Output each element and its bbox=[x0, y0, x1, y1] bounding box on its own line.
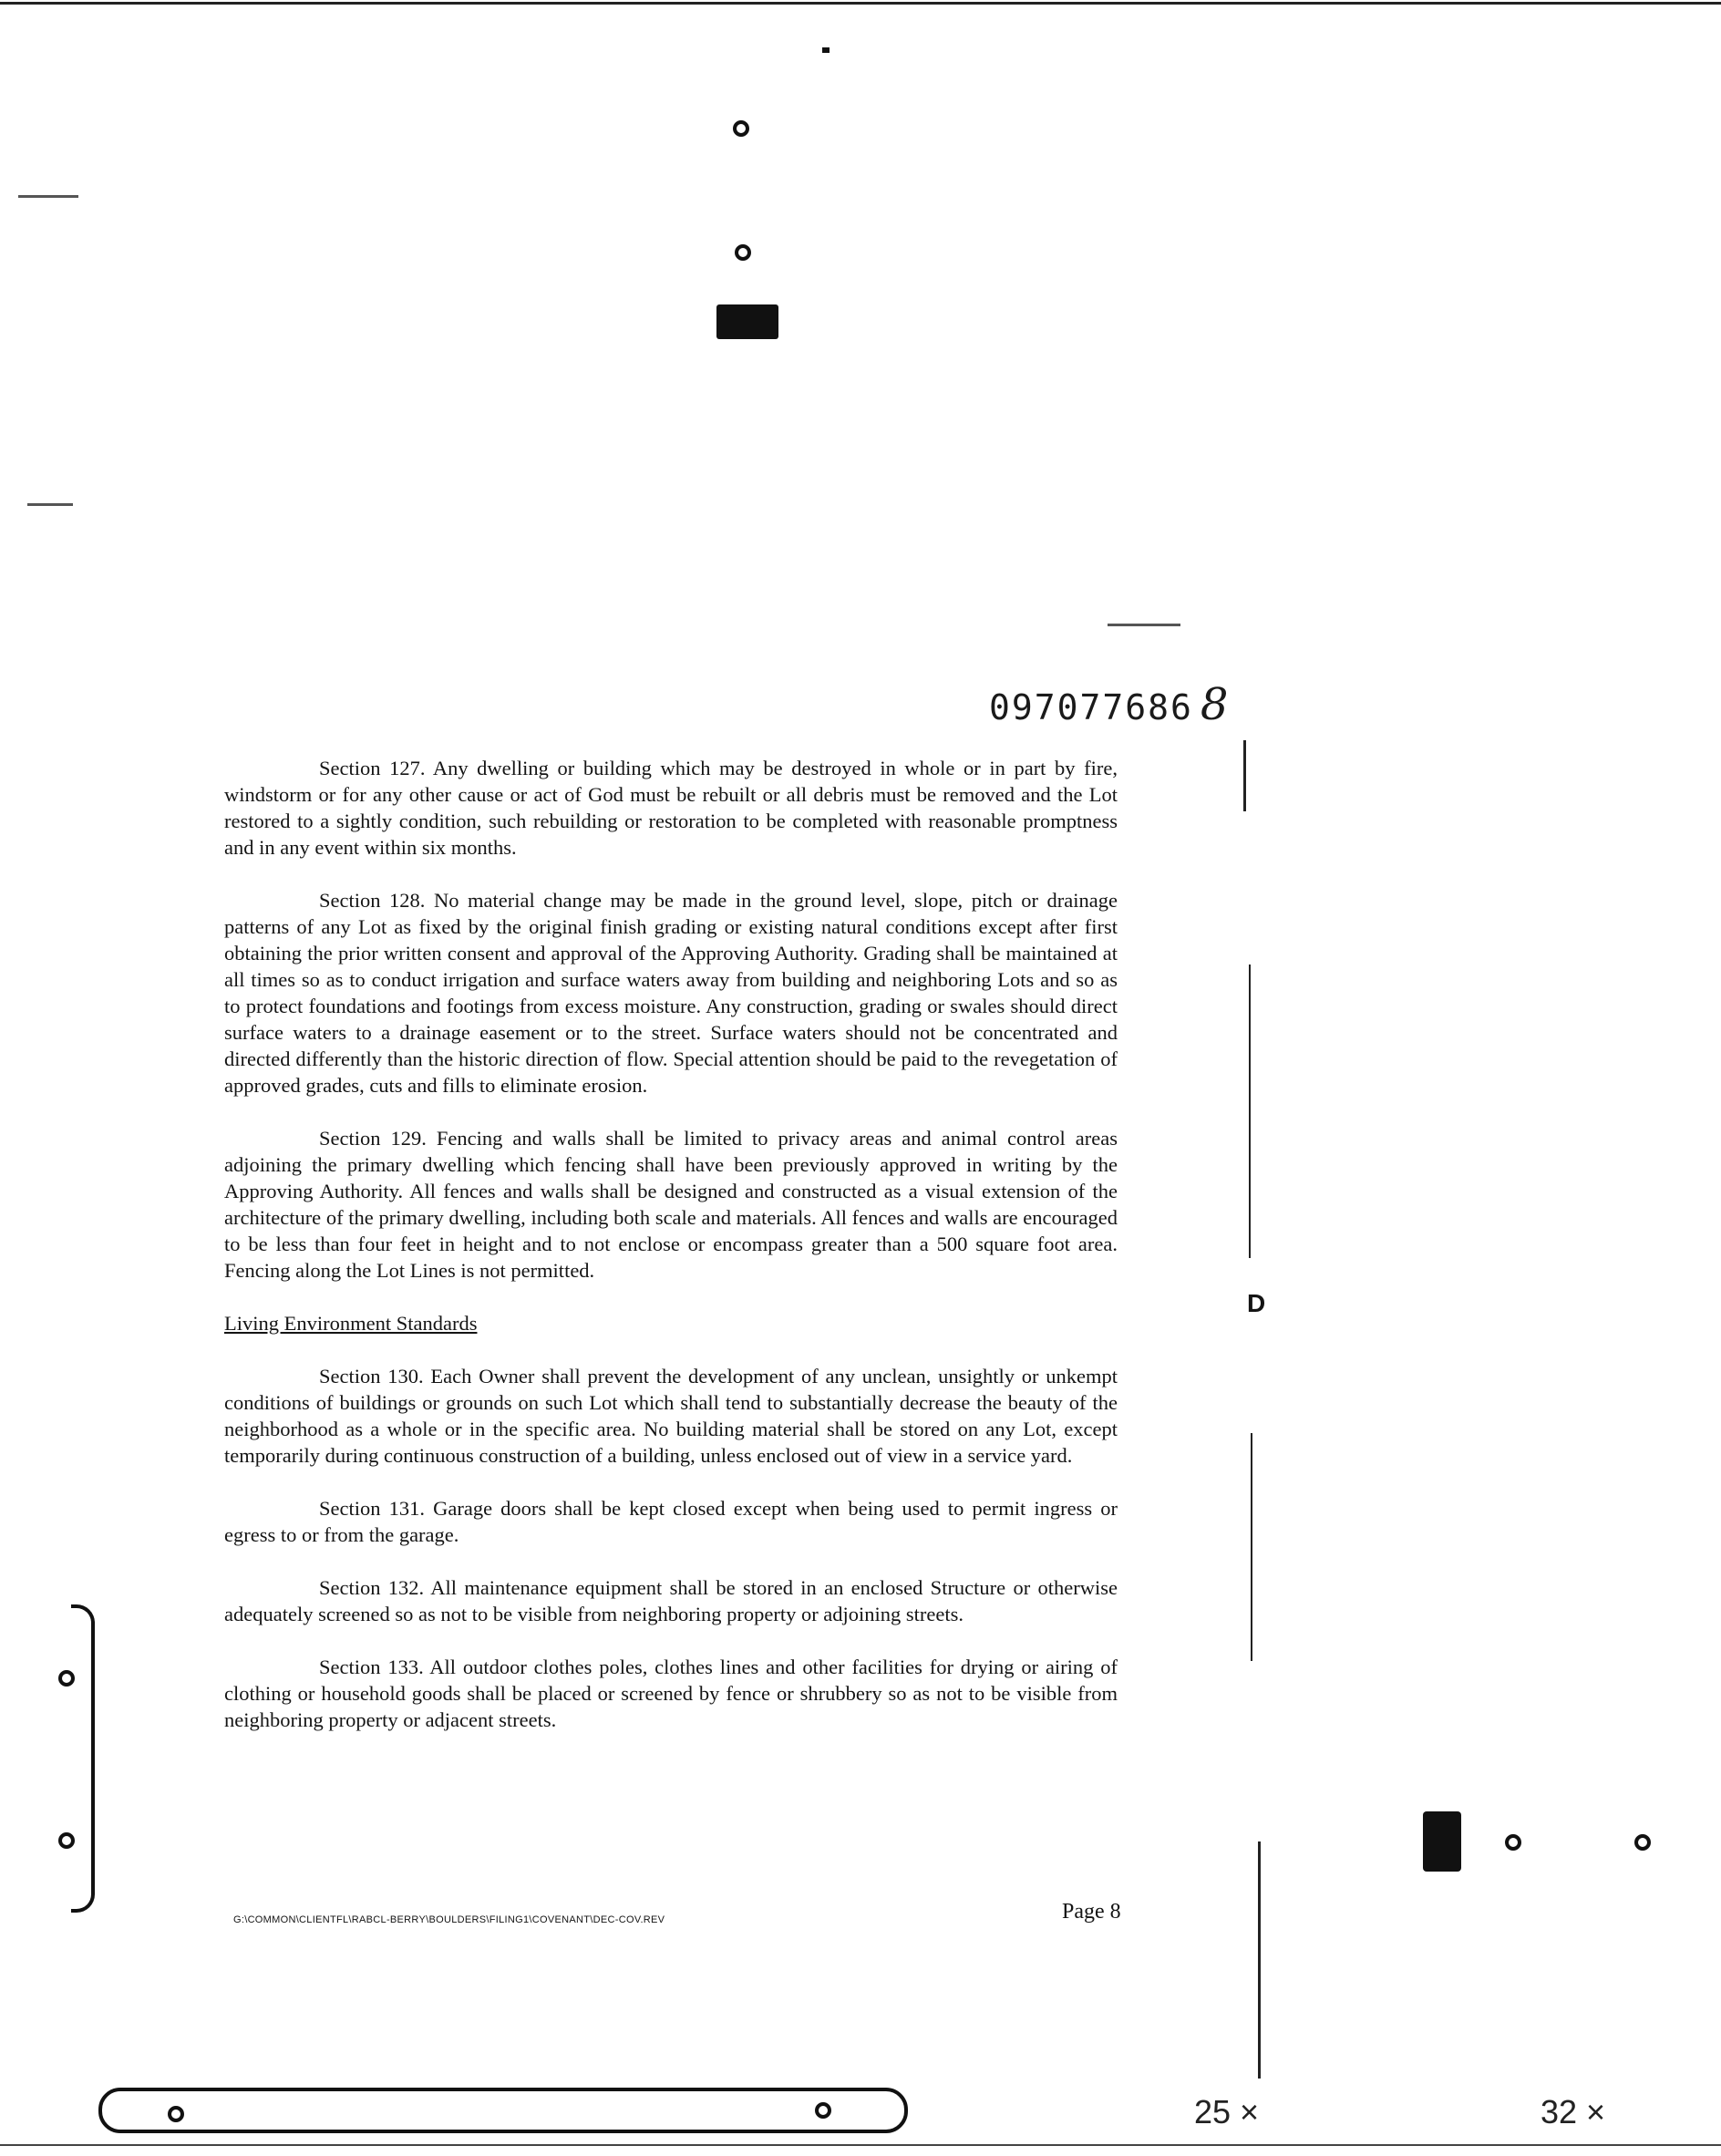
punch-hole bbox=[58, 1832, 75, 1849]
margin-rule bbox=[1251, 1433, 1252, 1661]
scan-strip bbox=[98, 2088, 908, 2133]
scan-mark bbox=[18, 195, 78, 198]
redaction-block bbox=[716, 304, 778, 339]
section-130: Section 130. Each Owner shall prevent the development of any unclean, unsightly or unkempt conditions of buildings or grounds on such Lot which shall tend to substantially decrease the beauty of the neighborhood as a whole or in the specific area. No building material shall be stored on any Lot, except temporarily during continuous construction of a building, unless enclosed out of view in a service yard. bbox=[224, 1365, 1118, 1467]
scan-mark bbox=[1108, 624, 1180, 626]
redaction-block bbox=[1423, 1811, 1461, 1872]
punch-hole bbox=[58, 1670, 75, 1687]
punch-hole bbox=[168, 2106, 184, 2122]
binding-bracket bbox=[71, 1604, 95, 1913]
margin-letter: D bbox=[1247, 1289, 1266, 1317]
scale-mark-25: 25 × bbox=[1194, 2093, 1260, 2130]
section-133: Section 133. All outdoor clothes poles, clothes lines and other facilities for drying or airing of clothing or household goods shall be placed or screened by fence or shrubbery so as not to be visible from neighboring property or adjacent streets. bbox=[224, 1656, 1118, 1731]
scan-speck bbox=[822, 47, 830, 53]
page-number: Page 8 bbox=[1062, 1900, 1121, 1924]
scan-top-border bbox=[0, 2, 1721, 5]
punch-hole bbox=[815, 2102, 831, 2119]
section-128: Section 128. No material change may be made in the ground level, slope, pitch or drainage patterns of any Lot as fixed by the original finish grading or existing natural conditions except after first obtaining the prior written consent and approval of the Approving Authority. Grading shall be maintained at all times so as to conduct irrigation and surface waters away from building and neighboring Lots and so as to protect foundations and footings from excess moisture. Any construction, grading or swales should direct surface waters to a drainage easement or to the street. Surface waters should not be concentrated and directed differently than the historic direction of flow. Special attention should be paid to the revegetation of approved grades, cuts and fills to eliminate erosion. bbox=[224, 889, 1118, 1097]
document-number-digits: 097077686 bbox=[989, 687, 1193, 727]
margin-rule bbox=[1258, 1841, 1261, 2079]
document-number bbox=[989, 679, 1230, 730]
margin-rule bbox=[1243, 740, 1246, 811]
section-127: Section 127. Any dwelling or building which may be destroyed in whole or in part by fire, windstorm or for any other cause or act of God must be rebuilt or all debris must be removed and the Lot restored to a sightly condition, such rebuilding or restoration to be completed with reasonable promptness and in any event within six months. bbox=[224, 757, 1118, 859]
punch-hole bbox=[1505, 1834, 1521, 1851]
file-path-footer: G:\COMMON\CLIENTFL\RABCL-BERRY\BOULDERS\FILING1\COVENANT\DEC-COV.REV bbox=[233, 1914, 665, 1925]
section-132: Section 132. All maintenance equipment shall be stored in an enclosed Structure or otherwise adequately screened so as not to be visible from neighboring property or adjoining streets. bbox=[224, 1576, 1118, 1625]
section-heading: Living Environment Standards bbox=[224, 1312, 478, 1335]
punch-hole bbox=[1634, 1834, 1651, 1851]
section-131: Section 131. Garage doors shall be kept closed except when being used to permit ingress or egress to or from the garage. bbox=[224, 1497, 1118, 1546]
margin-rule bbox=[1249, 965, 1251, 1258]
handwritten-page-mark: 8 bbox=[1200, 679, 1231, 730]
scale-mark-32: 32 × bbox=[1541, 2093, 1606, 2130]
scan-bottom-border bbox=[0, 2144, 1721, 2146]
scan-mark bbox=[27, 503, 73, 506]
section-129: Section 129. Fencing and walls shall be limited to privacy areas and animal control areas adjoining the primary dwelling which fencing shall have been previously approved in writing by the Approving Authority. All fences and walls shall be designed and constructed as a visual extension of the architecture of the primary dwelling, including both scale and materials. All fences and walls are encouraged to be less than four feet in height and to not enclose or encompass greater than a 500 square foot area. Fencing along the Lot Lines is not permitted. bbox=[224, 1127, 1118, 1282]
document-body bbox=[224, 755, 1118, 1759]
punch-hole bbox=[733, 120, 749, 137]
punch-hole bbox=[735, 244, 751, 261]
